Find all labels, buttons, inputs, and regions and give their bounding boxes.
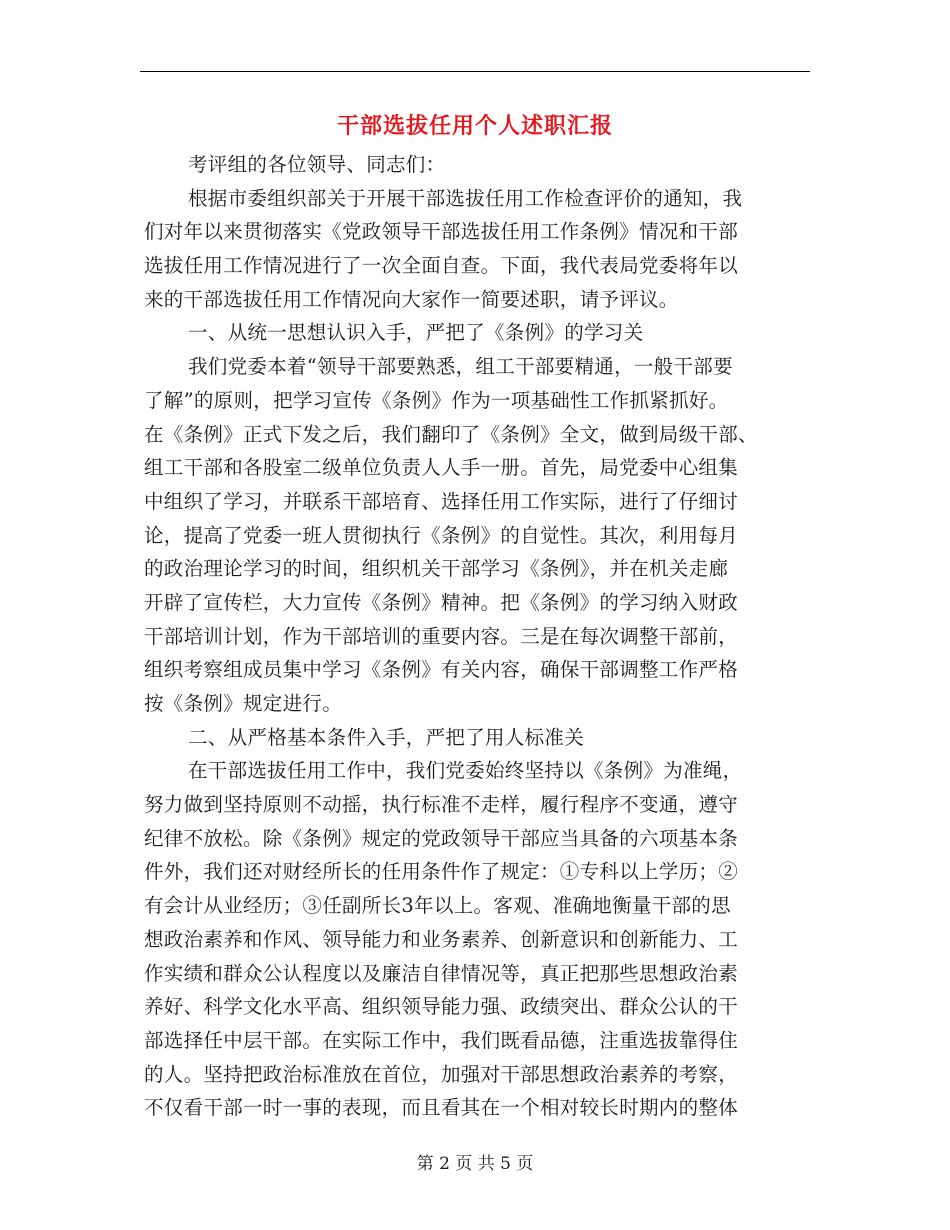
body-line: 的人。坚持把政治标准放在首位，加强对干部思想政治素养的考察， xyxy=(144,1062,739,1086)
document-body xyxy=(144,148,800,1125)
body-line: 了解”的原则，把学习宣传《条例》作为一项基础性工作抓紧抓好。 xyxy=(144,388,729,412)
body-line: 努力做到坚持原则不动摇，执行标准不走样，履行程序不变通，遵守 xyxy=(144,793,739,817)
body-line: 来的干部选拔任用工作情况向大家作一简要述职，请予评议。 xyxy=(144,287,679,311)
body-line: 根据市委组织部关于开展干部选拔任用工作检查评价的通知，我 xyxy=(188,186,743,210)
body-line: 一、从统一思想认识入手，严把了《条例》的学习关 xyxy=(188,321,644,345)
body-line: 开辟了宣传栏，大力宣传《条例》精神。把《条例》的学习纳入财政 xyxy=(144,590,739,614)
body-line: 组工干部和各股室二级单位负责人人手一册。首先，局党委中心组集 xyxy=(144,456,739,480)
body-line: 部选择任中层干部。在实际工作中，我们既看品德，注重选拔靠得住 xyxy=(144,1028,739,1052)
body-line: 论，提高了党委一班人贯彻执行《条例》的自觉性。其次，利用每月 xyxy=(144,523,739,547)
body-line: 在干部选拔任用工作中，我们党委始终坚持以《条例》为准绳， xyxy=(188,759,743,783)
body-line: 养好、科学文化水平高、组织领导能力强、政绩突出、群众公认的干 xyxy=(144,995,739,1019)
header-rule xyxy=(140,71,810,72)
document-title: 干部选拔任用个人述职汇报 xyxy=(336,113,613,139)
body-line: 按《条例》规定进行。 xyxy=(144,692,343,715)
page-footer: 第 2 页 共 5 页 xyxy=(416,1154,534,1174)
body-line: 的政治理论学习的时间，组织机关干部学习《条例》，并在机关走廊 xyxy=(144,557,729,581)
body-line: 不仅看干部一时一事的表现，而且看其在一个相对较长时期内的整体 xyxy=(144,1096,739,1120)
body-line: 件外，我们还对财经所长的任用条件作了规定：①专科以上学历；② xyxy=(144,860,739,884)
body-line: 在《条例》正式下发之后，我们翻印了《条例》全文，做到局级干部、 xyxy=(144,422,758,446)
body-line: 考评组的各位领导、同志们： xyxy=(188,153,446,176)
body-line: 组织考察组成员集中学习《条例》有关内容，确保干部调整工作严格 xyxy=(144,658,739,682)
body-line: 有会计从业经历；③任副所长3年以上。客观、准确地衡量干部的思 xyxy=(144,894,731,918)
body-line: 二、从严格基本条件入手，严把了用人标准关 xyxy=(188,725,585,749)
body-line: 作实绩和群众公认程度以及廉洁自律情况等，真正把那些思想政治素 xyxy=(144,961,739,985)
body-line: 纪律不放松。除《条例》规定的党政领导干部应当具备的六项基本条 xyxy=(144,826,739,850)
body-line: 选拔任用工作情况进行了一次全面自查。下面，我代表局党委将年以 xyxy=(144,254,739,278)
body-line: 我们党委本着“领导干部要熟悉，组工干部要精通，一般干部要 xyxy=(188,355,733,379)
body-line: 想政治素养和作风、领导能力和业务素养、创新意识和创新能力、工 xyxy=(144,927,739,951)
body-line: 中组织了学习，并联系干部培育、选择任用工作实际，进行了仔细讨 xyxy=(144,489,739,513)
body-line: 干部培训计划，作为干部培训的重要内容。三是在每次调整干部前， xyxy=(144,624,739,648)
body-line: 们对年以来贯彻落实《党政领导干部选拔任用工作条例》情况和干部 xyxy=(144,220,739,244)
